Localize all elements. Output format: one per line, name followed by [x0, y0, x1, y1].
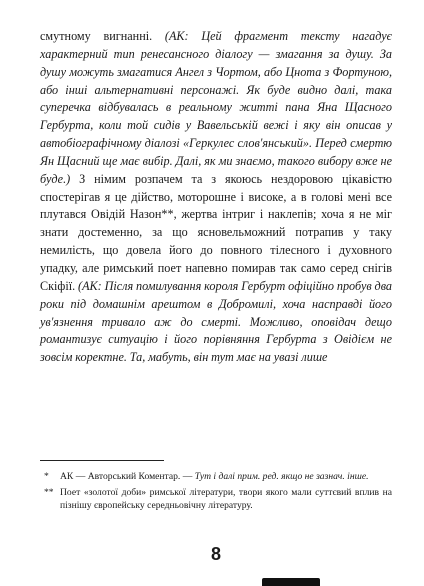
footnote-mark: ** [44, 486, 54, 498]
footnote [40, 470, 392, 484]
footnote [40, 486, 392, 513]
book-page [40, 28, 392, 568]
body-paragraph [40, 28, 392, 367]
page-number: 8 [210, 544, 221, 564]
footnote-italic: Тут і далі прим. ред. якщо не зазнач. інше. [194, 471, 369, 482]
footnote-divider [40, 460, 164, 461]
page-edge-tab [262, 578, 320, 586]
footnote-plain: Поет «золотої доби» римської літератури, твори якого мали суттєвий вплив на пізнішу європейську середньовічну літературу. [60, 486, 392, 512]
author-comment: (АК: Цей фрагмент тексту нагадує характерний тип ренесансного діалогу — змагання за душу. За душу можуть змагатися Ангел з Чортом, або Цнота з Фортуною, або інші альтернативні персонажі. Як буде видно далі, така суперечка відбувалась в реальному житті пана Яна Щасного Гербурта, коли той сидів у Вавельській вежі і яку він описав у автобіографічному діалозі «Геркулес слов'янський». Перед смертю Ян Щасний ще має вибір. Далі, як ми знаємо, такого вибору вже не буде.) [40, 29, 392, 186]
footnote-mark: * [44, 471, 49, 482]
footnote-plain: АК — Авторський Коментар. — [60, 471, 195, 482]
footnote-reference: ** [161, 207, 174, 222]
body-text-plain: З німим розпачем та з якоюсь нездоровою цікавістю спостерігав я це дійство, моторошне і високе, а в голові мені все плутався Овідій Назон [40, 171, 392, 222]
author-comment: (АК: Після помилування короля Гербурт офіційно пробув два роки під домашнім арештом в Добромилі, хоча насправді його ув'язнення тривало аж до смерті. Можливо, оповідач дещо романтизує ситуацію і його порівняння Гербурта з Овідієм не зовсім коректне. Та, мабуть, він тут має на увазі лише [40, 278, 392, 365]
footnote-text [60, 486, 392, 513]
body-text-plain: , жертва інтриг і наклепів; хоча я не міг знати достеменно, за що ясновельможний потрапив у таку немилість, що довела його до повного тілесного і духовного упадку, але римський поет напевно помирав так само серед снігів Скіфії. [40, 207, 392, 293]
footnotes [40, 470, 392, 515]
body-text-plain: смутному вигнанні. [40, 29, 165, 43]
footnote-text [60, 470, 392, 484]
